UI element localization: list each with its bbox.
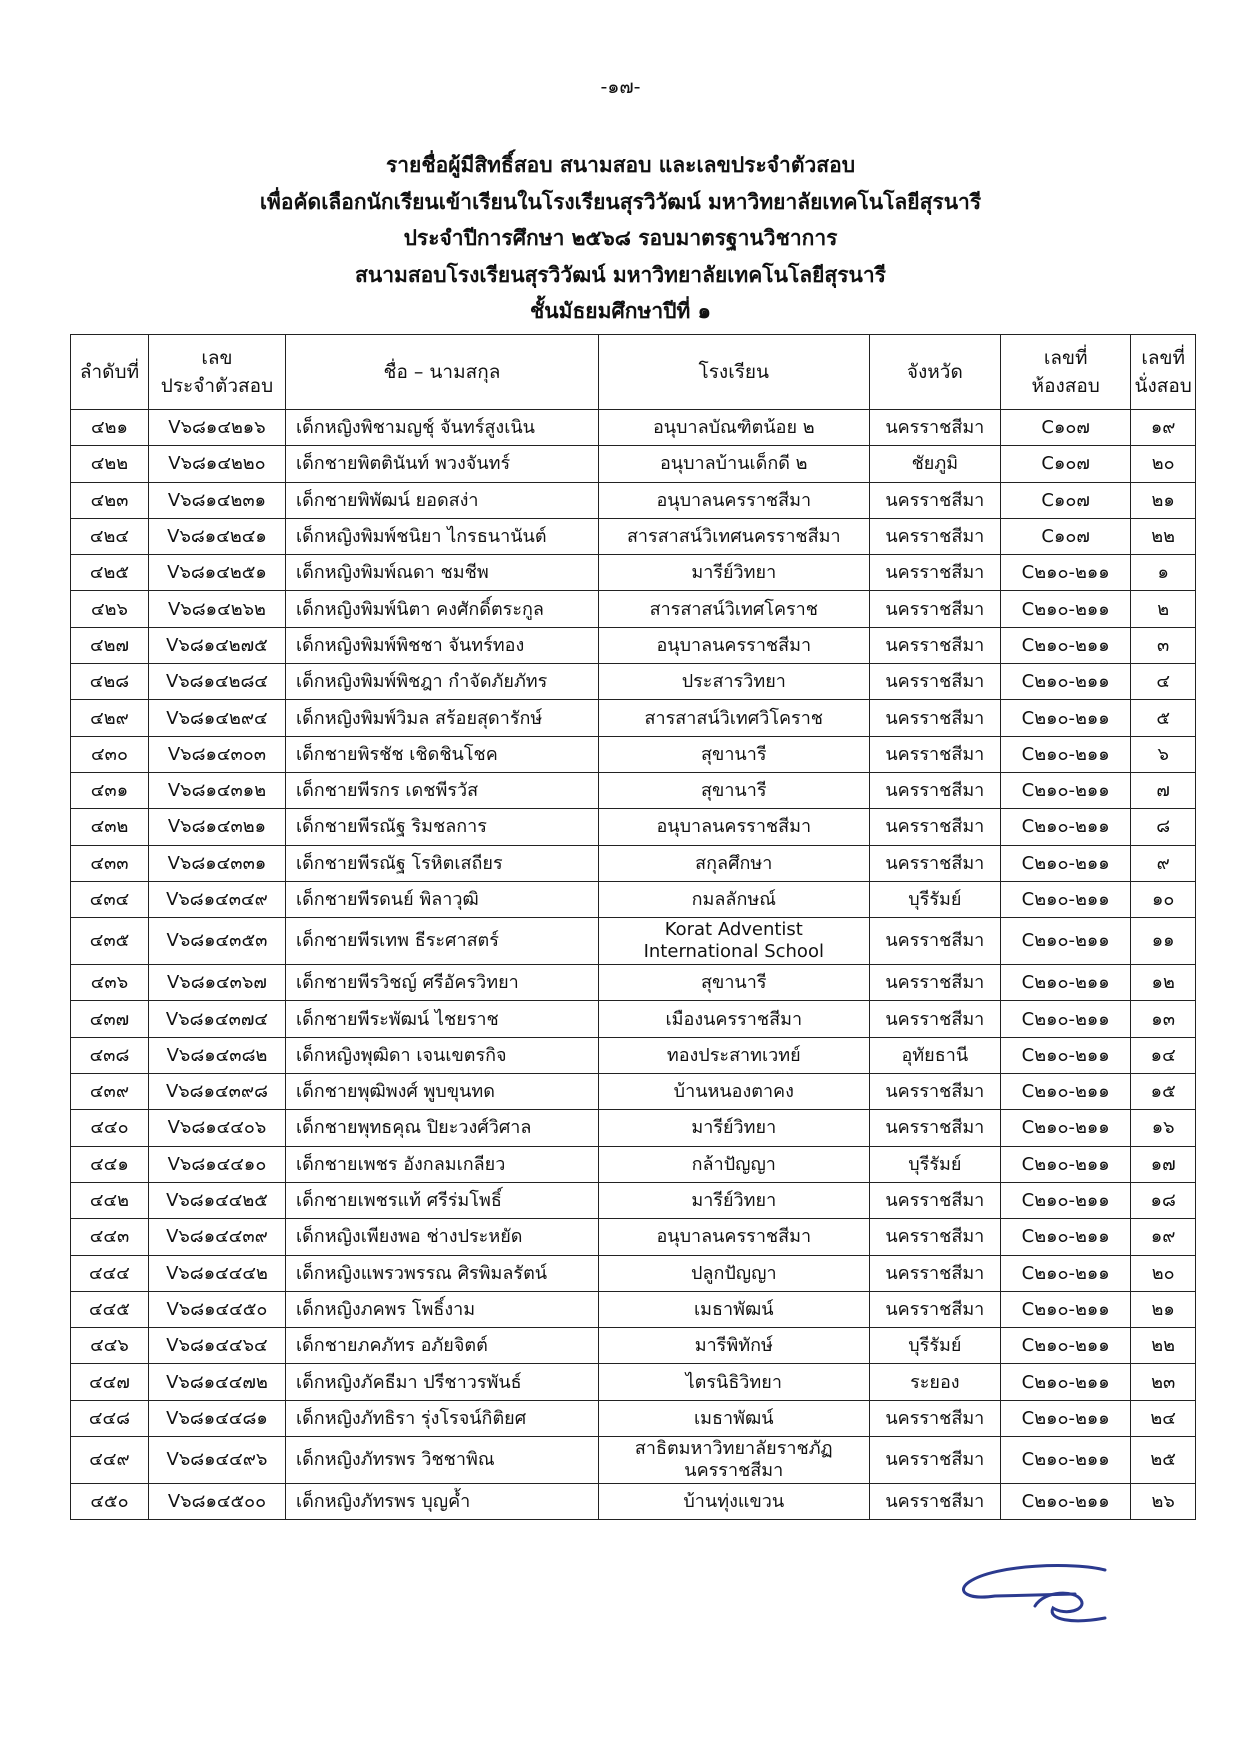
cell-no: ๔๔๑ xyxy=(71,1146,149,1182)
cell-no: ๔๒๔ xyxy=(71,518,149,554)
cell-no: ๔๒๗ xyxy=(71,627,149,663)
cell-school: อนุบาลนครราชสีมา xyxy=(598,809,869,845)
cell-school: อนุบาลนครราชสีมา xyxy=(598,482,869,518)
cell-exam-id: V๖๘๑๔๓๑๒ xyxy=(148,772,285,808)
cell-no: ๔๔๗ xyxy=(71,1364,149,1400)
cell-name: เด็กชายพิรชัช เชิดชินโชค xyxy=(285,736,598,772)
cell-name: เด็กชายพีรวิชญ์ ศรีอัครวิทยา xyxy=(285,965,598,1001)
header-no: ลำดับที่ xyxy=(71,335,149,410)
cell-no: ๔๒๘ xyxy=(71,664,149,700)
table-row xyxy=(71,1328,1196,1364)
cell-no: ๔๓๐ xyxy=(71,736,149,772)
cell-room: C๒๑๐-๒๑๑ xyxy=(1001,1219,1131,1255)
cell-school: สาธิตมหาวิทยาลัยราชภัฏ นครราชสีมา xyxy=(598,1437,869,1484)
cell-province: อุทัยธานี xyxy=(869,1037,1000,1073)
cell-province: บุรีรัมย์ xyxy=(869,1328,1000,1364)
cell-name: เด็กชายพุทธคุณ ปิยะวงศ์วิศาล xyxy=(285,1110,598,1146)
table-row xyxy=(71,965,1196,1001)
cell-exam-id: V๖๘๑๔๔๓๙ xyxy=(148,1219,285,1255)
cell-seat: ๑๔ xyxy=(1131,1037,1196,1073)
cell-room: C๒๑๐-๒๑๑ xyxy=(1001,965,1131,1001)
page-number: -๑๗- xyxy=(600,76,641,98)
document-titles xyxy=(0,147,1241,330)
cell-exam-id: V๖๘๑๔๔๙๖ xyxy=(148,1437,285,1484)
cell-room: C๒๑๐-๒๑๑ xyxy=(1001,1400,1131,1436)
title-line-1: รายชื่อผู้มีสิทธิ์สอบ สนามสอบ และเลขประจำตัวสอบ xyxy=(385,153,856,177)
cell-no: ๔๓๑ xyxy=(71,772,149,808)
table-row xyxy=(71,410,1196,446)
cell-no: ๔๕๐ xyxy=(71,1484,149,1520)
cell-province: นครราชสีมา xyxy=(869,809,1000,845)
cell-seat: ๑๐ xyxy=(1131,881,1196,917)
cell-seat: ๒๒ xyxy=(1131,518,1196,554)
cell-school: บ้านทุ่งแขวน xyxy=(598,1484,869,1520)
cell-no: ๔๓๒ xyxy=(71,809,149,845)
cell-no: ๔๓๓ xyxy=(71,845,149,881)
table-row xyxy=(71,1037,1196,1073)
cell-seat: ๒๐ xyxy=(1131,446,1196,482)
cell-exam-id: V๖๘๑๔๓๗๔ xyxy=(148,1001,285,1037)
cell-room: C๒๑๐-๒๑๑ xyxy=(1001,1484,1131,1520)
cell-no: ๔๔๔ xyxy=(71,1255,149,1291)
cell-name: เด็กชายเพชรแท้ ศรีร่มโพธิ์ xyxy=(285,1182,598,1218)
header-province: จังหวัด xyxy=(869,335,1000,410)
cell-no: ๔๒๕ xyxy=(71,555,149,591)
cell-room: C๒๑๐-๒๑๑ xyxy=(1001,1291,1131,1327)
cell-province: นครราชสีมา xyxy=(869,1484,1000,1520)
cell-no: ๔๔๘ xyxy=(71,1400,149,1436)
table-body xyxy=(71,410,1196,1520)
cell-name: เด็กหญิงแพรวพรรณ ศิรพิมลรัตน์ xyxy=(285,1255,598,1291)
table-row xyxy=(71,591,1196,627)
cell-province: นครราชสีมา xyxy=(869,410,1000,446)
cell-school: เมธาพัฒน์ xyxy=(598,1291,869,1327)
cell-room: C๒๑๐-๒๑๑ xyxy=(1001,1328,1131,1364)
header-room: เลขที่ ห้องสอบ xyxy=(1001,335,1131,410)
table-row xyxy=(71,881,1196,917)
cell-school: บ้านหนองตาคง xyxy=(598,1074,869,1110)
cell-room: C๒๑๐-๒๑๑ xyxy=(1001,918,1131,965)
cell-exam-id: V๖๘๑๔๓๙๘ xyxy=(148,1074,285,1110)
table-row xyxy=(71,772,1196,808)
table-row xyxy=(71,918,1196,965)
table-row xyxy=(71,518,1196,554)
cell-seat: ๕ xyxy=(1131,700,1196,736)
table-row xyxy=(71,1219,1196,1255)
cell-seat: ๑๒ xyxy=(1131,965,1196,1001)
table-row xyxy=(71,1400,1196,1436)
cell-school: สุขานารี xyxy=(598,772,869,808)
cell-room: C๒๑๐-๒๑๑ xyxy=(1001,555,1131,591)
cell-room: C๒๑๐-๒๑๑ xyxy=(1001,700,1131,736)
cell-school: สุขานารี xyxy=(598,736,869,772)
cell-name: เด็กชายภคภัทร อภัยจิตต์ xyxy=(285,1328,598,1364)
cell-name: เด็กหญิงพิชามญชุ์ จันทร์สูงเนิน xyxy=(285,410,598,446)
table-row xyxy=(71,446,1196,482)
cell-room: C๒๑๐-๒๑๑ xyxy=(1001,1437,1131,1484)
cell-seat: ๑๖ xyxy=(1131,1110,1196,1146)
cell-room: C๒๑๐-๒๑๑ xyxy=(1001,881,1131,917)
cell-school: เมธาพัฒน์ xyxy=(598,1400,869,1436)
cell-name: เด็กชายพีรเทพ ธีระศาสตร์ xyxy=(285,918,598,965)
cell-room: C๒๑๐-๒๑๑ xyxy=(1001,1146,1131,1182)
cell-name: เด็กหญิงพิมพ์ชนิยา ไกรธนานันต์ xyxy=(285,518,598,554)
title-line-2: เพื่อคัดเลือกนักเรียนเข้าเรียนในโรงเรียนสุรวิวัฒน์ มหาวิทยาลัยเทคโนโลยีสุรนารี xyxy=(259,189,982,214)
cell-name: เด็กหญิงพิมพ์ณดา ชมชีพ xyxy=(285,555,598,591)
cell-exam-id: V๖๘๑๔๓๓๑ xyxy=(148,845,285,881)
cell-exam-id: V๖๘๑๔๒๕๑ xyxy=(148,555,285,591)
cell-room: C๒๑๐-๒๑๑ xyxy=(1001,1110,1131,1146)
cell-province: นครราชสีมา xyxy=(869,965,1000,1001)
cell-school: เมืองนครราชสีมา xyxy=(598,1001,869,1037)
cell-seat: ๒๑ xyxy=(1131,1291,1196,1327)
table-row xyxy=(71,555,1196,591)
cell-exam-id: V๖๘๑๔๒๖๒ xyxy=(148,591,285,627)
cell-province: นครราชสีมา xyxy=(869,627,1000,663)
cell-exam-id: V๖๘๑๔๒๓๑ xyxy=(148,482,285,518)
cell-name: เด็กหญิงเพียงพอ ช่างประหยัด xyxy=(285,1219,598,1255)
cell-school: มารีพิทักษ์ xyxy=(598,1328,869,1364)
cell-school: Korat Adventist International School xyxy=(598,918,869,965)
cell-no: ๔๒๒ xyxy=(71,446,149,482)
cell-name: เด็กชายพีรณัฐ โรหิตเสถียร xyxy=(285,845,598,881)
cell-name: เด็กชายพีรกร เดชพีรวัส xyxy=(285,772,598,808)
cell-exam-id: V๖๘๑๔๔๐๖ xyxy=(148,1110,285,1146)
table-header-row xyxy=(71,335,1196,410)
cell-seat: ๒๓ xyxy=(1131,1364,1196,1400)
title-line-3: ประจำปีการศึกษา ๒๕๖๘ รอบมาตรฐานวิชาการ xyxy=(403,226,838,250)
cell-school: สุขานารี xyxy=(598,965,869,1001)
cell-name: เด็กชายเพชร อังกลมเกลียว xyxy=(285,1146,598,1182)
cell-exam-id: V๖๘๑๔๔๘๑ xyxy=(148,1400,285,1436)
cell-school: อนุบาลบ้านเด็กดี ๒ xyxy=(598,446,869,482)
cell-no: ๔๓๘ xyxy=(71,1037,149,1073)
cell-name: เด็กหญิงภัทรพร บุญค้ำ xyxy=(285,1484,598,1520)
cell-school: สกุลศึกษา xyxy=(598,845,869,881)
cell-school: ไตรนิธิวิทยา xyxy=(598,1364,869,1400)
table-row xyxy=(71,1110,1196,1146)
cell-school: อนุบาลนครราชสีมา xyxy=(598,1219,869,1255)
cell-seat: ๒ xyxy=(1131,591,1196,627)
cell-seat: ๑๙ xyxy=(1131,1219,1196,1255)
cell-room: C๒๑๐-๒๑๑ xyxy=(1001,1364,1131,1400)
cell-room: C๑๐๗ xyxy=(1001,518,1131,554)
cell-exam-id: V๖๘๑๔๒๔๑ xyxy=(148,518,285,554)
table-row xyxy=(71,1074,1196,1110)
cell-room: C๒๑๐-๒๑๑ xyxy=(1001,664,1131,700)
cell-no: ๔๔๐ xyxy=(71,1110,149,1146)
cell-no: ๔๓๕ xyxy=(71,918,149,965)
cell-no: ๔๓๖ xyxy=(71,965,149,1001)
cell-name: เด็กหญิงพิมพ์วิมล สร้อยสุดารักษ์ xyxy=(285,700,598,736)
cell-province: นครราชสีมา xyxy=(869,664,1000,700)
cell-room: C๑๐๗ xyxy=(1001,482,1131,518)
table-row xyxy=(71,1182,1196,1218)
cell-province: นครราชสีมา xyxy=(869,518,1000,554)
cell-seat: ๑๑ xyxy=(1131,918,1196,965)
table-row xyxy=(71,809,1196,845)
table-row xyxy=(71,1001,1196,1037)
cell-no: ๔๔๙ xyxy=(71,1437,149,1484)
cell-province: นครราชสีมา xyxy=(869,1437,1000,1484)
cell-name: เด็กชายพีรณัฐ ริมชลการ xyxy=(285,809,598,845)
cell-exam-id: V๖๘๑๔๕๐๐ xyxy=(148,1484,285,1520)
cell-province: นครราชสีมา xyxy=(869,482,1000,518)
cell-room: C๒๑๐-๒๑๑ xyxy=(1001,1037,1131,1073)
cell-province: นครราชสีมา xyxy=(869,1291,1000,1327)
cell-exam-id: V๖๘๑๔๔๑๐ xyxy=(148,1146,285,1182)
cell-province: นครราชสีมา xyxy=(869,736,1000,772)
cell-province: นครราชสีมา xyxy=(869,700,1000,736)
cell-room: C๒๑๐-๒๑๑ xyxy=(1001,627,1131,663)
cell-province: นครราชสีมา xyxy=(869,555,1000,591)
header-school: โรงเรียน xyxy=(598,335,869,410)
cell-name: เด็กหญิงภัทรพร วิชชาพิณ xyxy=(285,1437,598,1484)
cell-seat: ๑๙ xyxy=(1131,410,1196,446)
cell-name: เด็กชายพีรดนย์ พิลาวุฒิ xyxy=(285,881,598,917)
cell-seat: ๑ xyxy=(1131,555,1196,591)
title-line-5: ชั้นมัธยมศึกษาปีที่ ๑ xyxy=(530,299,711,323)
header-seat: เลขที่ นั่งสอบ xyxy=(1131,335,1196,410)
table-row xyxy=(71,736,1196,772)
cell-exam-id: V๖๘๑๔๔๗๒ xyxy=(148,1364,285,1400)
cell-province: นครราชสีมา xyxy=(869,1255,1000,1291)
cell-seat: ๒๕ xyxy=(1131,1437,1196,1484)
cell-province: นครราชสีมา xyxy=(869,1074,1000,1110)
cell-school: กล้าปัญญา xyxy=(598,1146,869,1182)
cell-seat: ๓ xyxy=(1131,627,1196,663)
cell-name: เด็กหญิงภัคธีมา ปรีชาวรพันธ์ xyxy=(285,1364,598,1400)
cell-name: เด็กหญิงภัทธิรา รุ่งโรจน์กิติยศ xyxy=(285,1400,598,1436)
cell-room: C๒๑๐-๒๑๑ xyxy=(1001,845,1131,881)
cell-seat: ๒๐ xyxy=(1131,1255,1196,1291)
cell-exam-id: V๖๘๑๔๓๖๗ xyxy=(148,965,285,1001)
cell-seat: ๖ xyxy=(1131,736,1196,772)
cell-exam-id: V๖๘๑๔๔๖๔ xyxy=(148,1328,285,1364)
cell-province: นครราชสีมา xyxy=(869,772,1000,808)
cell-no: ๔๔๓ xyxy=(71,1219,149,1255)
cell-no: ๔๔๒ xyxy=(71,1182,149,1218)
cell-name: เด็กหญิงพิมพ์พิชฎา กำจัดภัยภัทร xyxy=(285,664,598,700)
cell-province: นครราชสีมา xyxy=(869,1219,1000,1255)
cell-name: เด็กชายพิพัฒน์ ยอดสง่า xyxy=(285,482,598,518)
cell-province: นครราชสีมา xyxy=(869,1182,1000,1218)
cell-province: นครราชสีมา xyxy=(869,1400,1000,1436)
cell-school: อนุบาลบัณฑิตน้อย ๒ xyxy=(598,410,869,446)
cell-exam-id: V๖๘๑๔๓๕๓ xyxy=(148,918,285,965)
cell-name: เด็กหญิงพิมพ์นิตา คงศักดิ์ตระกูล xyxy=(285,591,598,627)
cell-seat: ๔ xyxy=(1131,664,1196,700)
cell-province: บุรีรัมย์ xyxy=(869,881,1000,917)
cell-province: นครราชสีมา xyxy=(869,845,1000,881)
cell-seat: ๙ xyxy=(1131,845,1196,881)
header-name: ชื่อ – นามสกุล xyxy=(285,335,598,410)
cell-no: ๔๓๔ xyxy=(71,881,149,917)
table-row xyxy=(71,845,1196,881)
cell-no: ๔๒๖ xyxy=(71,591,149,627)
cell-school: สารสาสน์วิเทศนครราชสีมา xyxy=(598,518,869,554)
cell-province: บุรีรัมย์ xyxy=(869,1146,1000,1182)
cell-name: เด็กชายพิตตินันท์ พวงจันทร์ xyxy=(285,446,598,482)
cell-province: นครราชสีมา xyxy=(869,1110,1000,1146)
cell-no: ๔๒๙ xyxy=(71,700,149,736)
cell-room: C๒๑๐-๒๑๑ xyxy=(1001,1182,1131,1218)
cell-school: ประสารวิทยา xyxy=(598,664,869,700)
cell-school: ทองประสาทเวทย์ xyxy=(598,1037,869,1073)
cell-seat: ๑๘ xyxy=(1131,1182,1196,1218)
cell-seat: ๒๖ xyxy=(1131,1484,1196,1520)
cell-province: นครราชสีมา xyxy=(869,1001,1000,1037)
table-row xyxy=(71,1146,1196,1182)
cell-name: เด็กชายพีระพัฒน์ ไชยราช xyxy=(285,1001,598,1037)
cell-room: C๒๑๐-๒๑๑ xyxy=(1001,591,1131,627)
cell-name: เด็กหญิงภคพร โพธิ์งาม xyxy=(285,1291,598,1327)
cell-room: C๑๐๗ xyxy=(1001,446,1131,482)
cell-exam-id: V๖๘๑๔๒๗๕ xyxy=(148,627,285,663)
candidate-table xyxy=(70,334,1196,1520)
cell-seat: ๒๒ xyxy=(1131,1328,1196,1364)
cell-province: นครราชสีมา xyxy=(869,918,1000,965)
cell-province: ชัยภูมิ xyxy=(869,446,1000,482)
cell-seat: ๑๗ xyxy=(1131,1146,1196,1182)
signature-mark xyxy=(955,1560,1130,1630)
cell-exam-id: V๖๘๑๔๔๒๕ xyxy=(148,1182,285,1218)
table-row xyxy=(71,1484,1196,1520)
table-row xyxy=(71,1255,1196,1291)
cell-school: อนุบาลนครราชสีมา xyxy=(598,627,869,663)
cell-exam-id: V๖๘๑๔๒๙๔ xyxy=(148,700,285,736)
table-row xyxy=(71,1291,1196,1327)
cell-seat: ๒๔ xyxy=(1131,1400,1196,1436)
title-line-4: สนามสอบโรงเรียนสุรวิวัฒน์ มหาวิทยาลัยเทคโนโลยีสุรนารี xyxy=(355,262,886,287)
cell-school: มารีย์วิทยา xyxy=(598,555,869,591)
header-id: เลข ประจำตัวสอบ xyxy=(148,335,285,410)
cell-room: C๒๑๐-๒๑๑ xyxy=(1001,1255,1131,1291)
cell-no: ๔๓๙ xyxy=(71,1074,149,1110)
cell-province: ระยอง xyxy=(869,1364,1000,1400)
cell-no: ๔๔๖ xyxy=(71,1328,149,1364)
cell-exam-id: V๖๘๑๔๔๕๐ xyxy=(148,1291,285,1327)
table-row xyxy=(71,482,1196,518)
cell-no: ๔๔๕ xyxy=(71,1291,149,1327)
cell-seat: ๘ xyxy=(1131,809,1196,845)
cell-exam-id: V๖๘๑๔๒๘๔ xyxy=(148,664,285,700)
cell-province: นครราชสีมา xyxy=(869,591,1000,627)
cell-school: มารีย์วิทยา xyxy=(598,1110,869,1146)
table-row xyxy=(71,1437,1196,1484)
cell-school: สารสาสน์วิเทศโคราช xyxy=(598,591,869,627)
cell-room: C๑๐๗ xyxy=(1001,410,1131,446)
cell-seat: ๑๓ xyxy=(1131,1001,1196,1037)
cell-school: ปลูกปัญญา xyxy=(598,1255,869,1291)
table-row xyxy=(71,700,1196,736)
cell-room: C๒๑๐-๒๑๑ xyxy=(1001,1074,1131,1110)
cell-no: ๔๒๑ xyxy=(71,410,149,446)
cell-room: C๒๑๐-๒๑๑ xyxy=(1001,772,1131,808)
cell-exam-id: V๖๘๑๔๓๘๒ xyxy=(148,1037,285,1073)
cell-seat: ๒๑ xyxy=(1131,482,1196,518)
cell-no: ๔๒๓ xyxy=(71,482,149,518)
cell-room: C๒๑๐-๒๑๑ xyxy=(1001,1001,1131,1037)
cell-name: เด็กหญิงพุฒิดา เจนเขตรกิจ xyxy=(285,1037,598,1073)
cell-seat: ๗ xyxy=(1131,772,1196,808)
cell-exam-id: V๖๘๑๔๓๒๑ xyxy=(148,809,285,845)
cell-room: C๒๑๐-๒๑๑ xyxy=(1001,809,1131,845)
table-row xyxy=(71,664,1196,700)
cell-no: ๔๓๗ xyxy=(71,1001,149,1037)
cell-exam-id: V๖๘๑๔๒๑๖ xyxy=(148,410,285,446)
cell-room: C๒๑๐-๒๑๑ xyxy=(1001,736,1131,772)
cell-school: กมลลักษณ์ xyxy=(598,881,869,917)
cell-exam-id: V๖๘๑๔๓๔๙ xyxy=(148,881,285,917)
cell-seat: ๑๕ xyxy=(1131,1074,1196,1110)
cell-exam-id: V๖๘๑๔๓๐๓ xyxy=(148,736,285,772)
table-row xyxy=(71,627,1196,663)
cell-exam-id: V๖๘๑๔๔๔๒ xyxy=(148,1255,285,1291)
cell-name: เด็กหญิงพิมพ์พิชชา จันทร์ทอง xyxy=(285,627,598,663)
cell-name: เด็กชายพุฒิพงศ์ พูบขุนทด xyxy=(285,1074,598,1110)
table-row xyxy=(71,1364,1196,1400)
cell-school: มารีย์วิทยา xyxy=(598,1182,869,1218)
cell-exam-id: V๖๘๑๔๒๒๐ xyxy=(148,446,285,482)
cell-school: สารสาสน์วิเทศวิโคราช xyxy=(598,700,869,736)
